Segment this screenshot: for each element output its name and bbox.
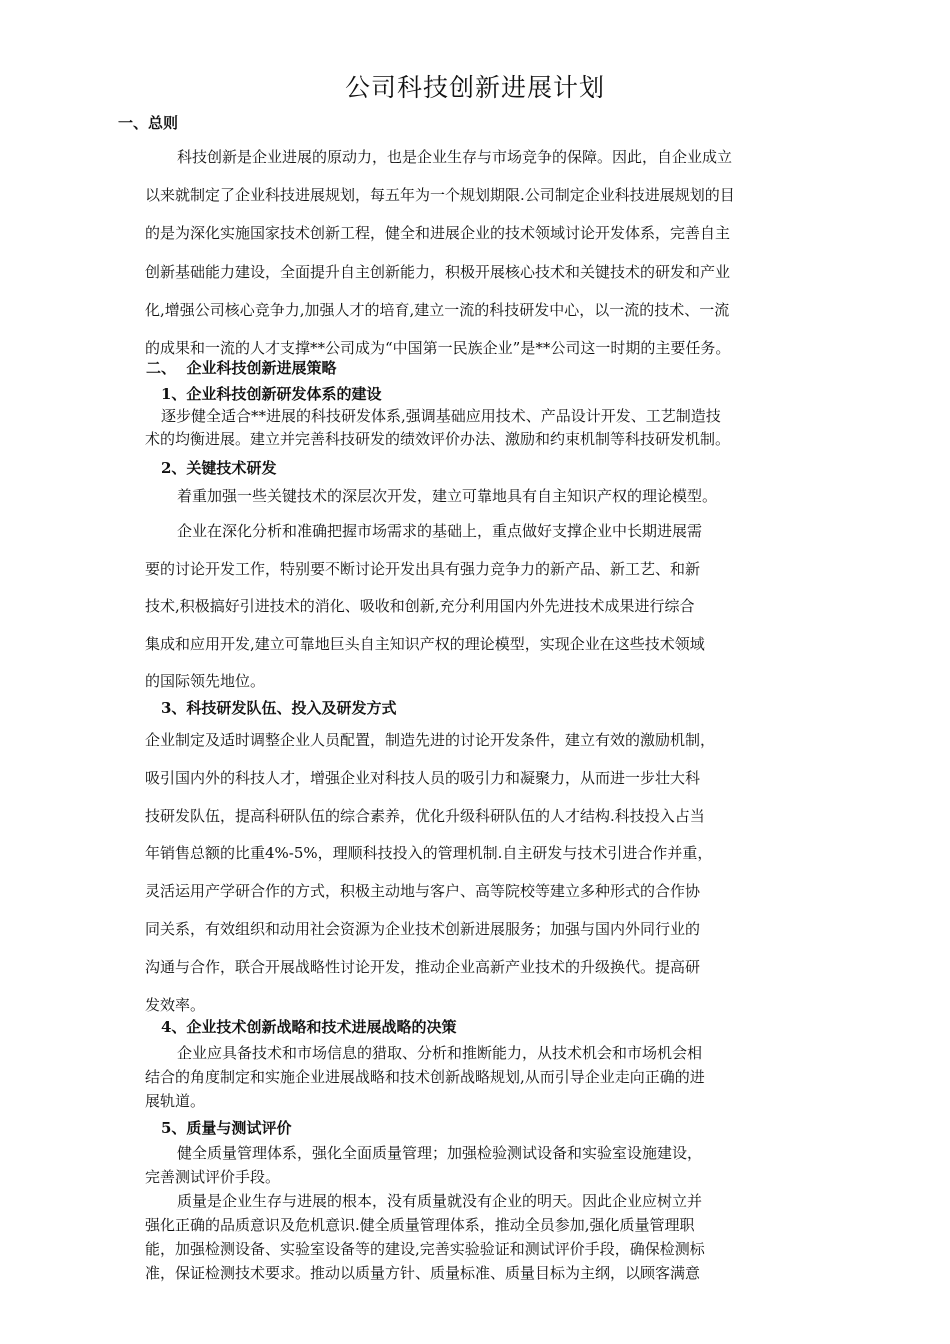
- paragraph-line: 展轨道。: [145, 1092, 206, 1110]
- subsection-5-heading: 5、质量与测试评价: [161, 1119, 292, 1137]
- paragraph-line: 技术,积极搞好引进技术的消化、吸收和创新,充分利用国内外先进技术成果进行综合: [145, 597, 695, 615]
- subsection-3-heading: 3、科技研发队伍、投入及研发方式: [161, 699, 397, 717]
- paragraph-line: 发效率。: [145, 995, 206, 1014]
- subsection-5-intro: [145, 1141, 815, 1189]
- paragraph-line: 要的讨论开发工作，特别要不断讨论开发出具有强力竞争力的新产品、新工艺、和新: [145, 559, 701, 578]
- subsection-4-body: [145, 1041, 815, 1113]
- paragraph-line: 的国际领先地位。: [145, 672, 266, 690]
- section-2-heading: 二、 企业科技创新进展策略: [146, 359, 337, 377]
- subsection-5-body: [145, 1189, 815, 1285]
- subsection-4-heading: 4、企业技术创新战略和技术进展战略的决策: [161, 1018, 457, 1036]
- paragraph-line: 科技创新是企业进展的原动力，也是企业生存与市场竞争的保障。因此，自企业成立: [177, 148, 733, 166]
- paragraph-line: 吸引国内外的科技人才，增强企业对科技人员的吸引力和凝聚力，从而进一步壮大科: [145, 768, 701, 787]
- subsection-1-body: [145, 405, 815, 451]
- subsection-2-intro: [145, 485, 815, 508]
- paragraph-line: 强化正确的品质意识及危机意识.健全质量管理体系，推动全员参加,强化质量管理职: [145, 1216, 695, 1234]
- paragraph-line: 能，加强检测设备、实验室设备等的建设,完善实验验证和测试评价手段，确保检测标: [145, 1240, 705, 1258]
- paragraph-line: 化,增强公司核心竞争力,加强人才的培育,建立一流的科技研发中心，以一流的技术、一流: [145, 300, 730, 319]
- paragraph-line: 技研发队伍，提高科研队伍的综合素养，优化升级科研队伍的人才结构.科技投入占当: [145, 806, 705, 825]
- subsection-2-body: [145, 513, 815, 701]
- paragraph-line: 健全质量管理体系，强化全面质量管理；加强检验测试设备和实验室设施建设，: [177, 1144, 703, 1162]
- paragraph-line: 年销售总额的比重4%-5%，理顺科技投入的管理机制.自主研发与技术引进合作并重，: [145, 844, 713, 863]
- paragraph-line: 以来就制定了企业科技进展规划，每五年为一个规划期限.公司制定企业科技进展规划的目: [145, 186, 735, 205]
- paragraph-line: 逐步健全适合**进展的科技研发体系,强调基础应用技术、产品设计开发、工艺制造技: [161, 407, 721, 425]
- paragraph-line: 的是为深化实施国家技术创新工程，健全和进展企业的技术领域讨论开发体系，完善自主: [145, 224, 731, 243]
- subsection-3-body: [145, 722, 815, 1024]
- subsection-2-heading: 2、关键技术研发: [161, 459, 277, 477]
- paragraph-line: 的成果和一流的人才支撑**公司成为“中国第一民族企业”是**公司这一时期的主要任务。: [145, 339, 731, 358]
- paragraph-line: 完善测试评价手段。: [145, 1168, 281, 1186]
- paragraph-line: 企业应具备技术和市场信息的猎取、分析和推断能力，从技术机会和市场机会相: [177, 1044, 703, 1062]
- paragraph-line: 灵活运用产学研合作的方式，积极主动地与客户、高等院校等建立多种形式的合作协: [145, 882, 701, 901]
- paragraph-line: 创新基础能力建设，全面提升自主创新能力，积极开展核心技术和关键技术的研发和产业: [145, 262, 731, 281]
- paragraph-line: 沟通与合作，联合开展战略性讨论开发，推动企业高新产业技术的升级换代。提高研: [145, 957, 701, 976]
- paragraph-line: 企业制定及适时调整企业人员配置，制造先进的讨论开发条件，建立有效的激励机制，: [145, 731, 716, 749]
- document-title: 公司科技创新进展计划: [344, 73, 605, 102]
- section-1-heading: 一、总则: [118, 114, 179, 132]
- paragraph-line: 质量是企业生存与进展的根本，没有质量就没有企业的明天。因此企业应树立并: [177, 1192, 703, 1210]
- paragraph-line: 同关系，有效组织和动用社会资源为企业技术创新进展服务；加强与国内外同行业的: [145, 919, 701, 938]
- paragraph-line: 术的均衡进展。建立并完善科技研发的绩效评价办法、激励和约束机制等科技研发机制。: [145, 430, 731, 448]
- paragraph-line: 结合的角度制定和实施企业进展战略和技术创新战略规划,从而引导企业走向正确的进: [145, 1068, 705, 1086]
- paragraph-line: 准，保证检测技术要求。推动以质量方针、质量标准、质量目标为主纲，以顾客满意: [145, 1264, 701, 1282]
- paragraph-line: 企业在深化分析和准确把握市场需求的基础上，重点做好支撑企业中长期进展需: [177, 522, 703, 540]
- paragraph-line: 着重加强一些关键技术的深层次开发，建立可靠地具有自主知识产权的理论模型。: [177, 487, 718, 505]
- section-1-body: [145, 138, 815, 367]
- paragraph-line: 集成和应用开发,建立可靠地巨头自主知识产权的理论模型，实现企业在这些技术领域: [145, 634, 705, 653]
- subsection-1-heading: 1、企业科技创新研发体系的建设: [161, 385, 382, 403]
